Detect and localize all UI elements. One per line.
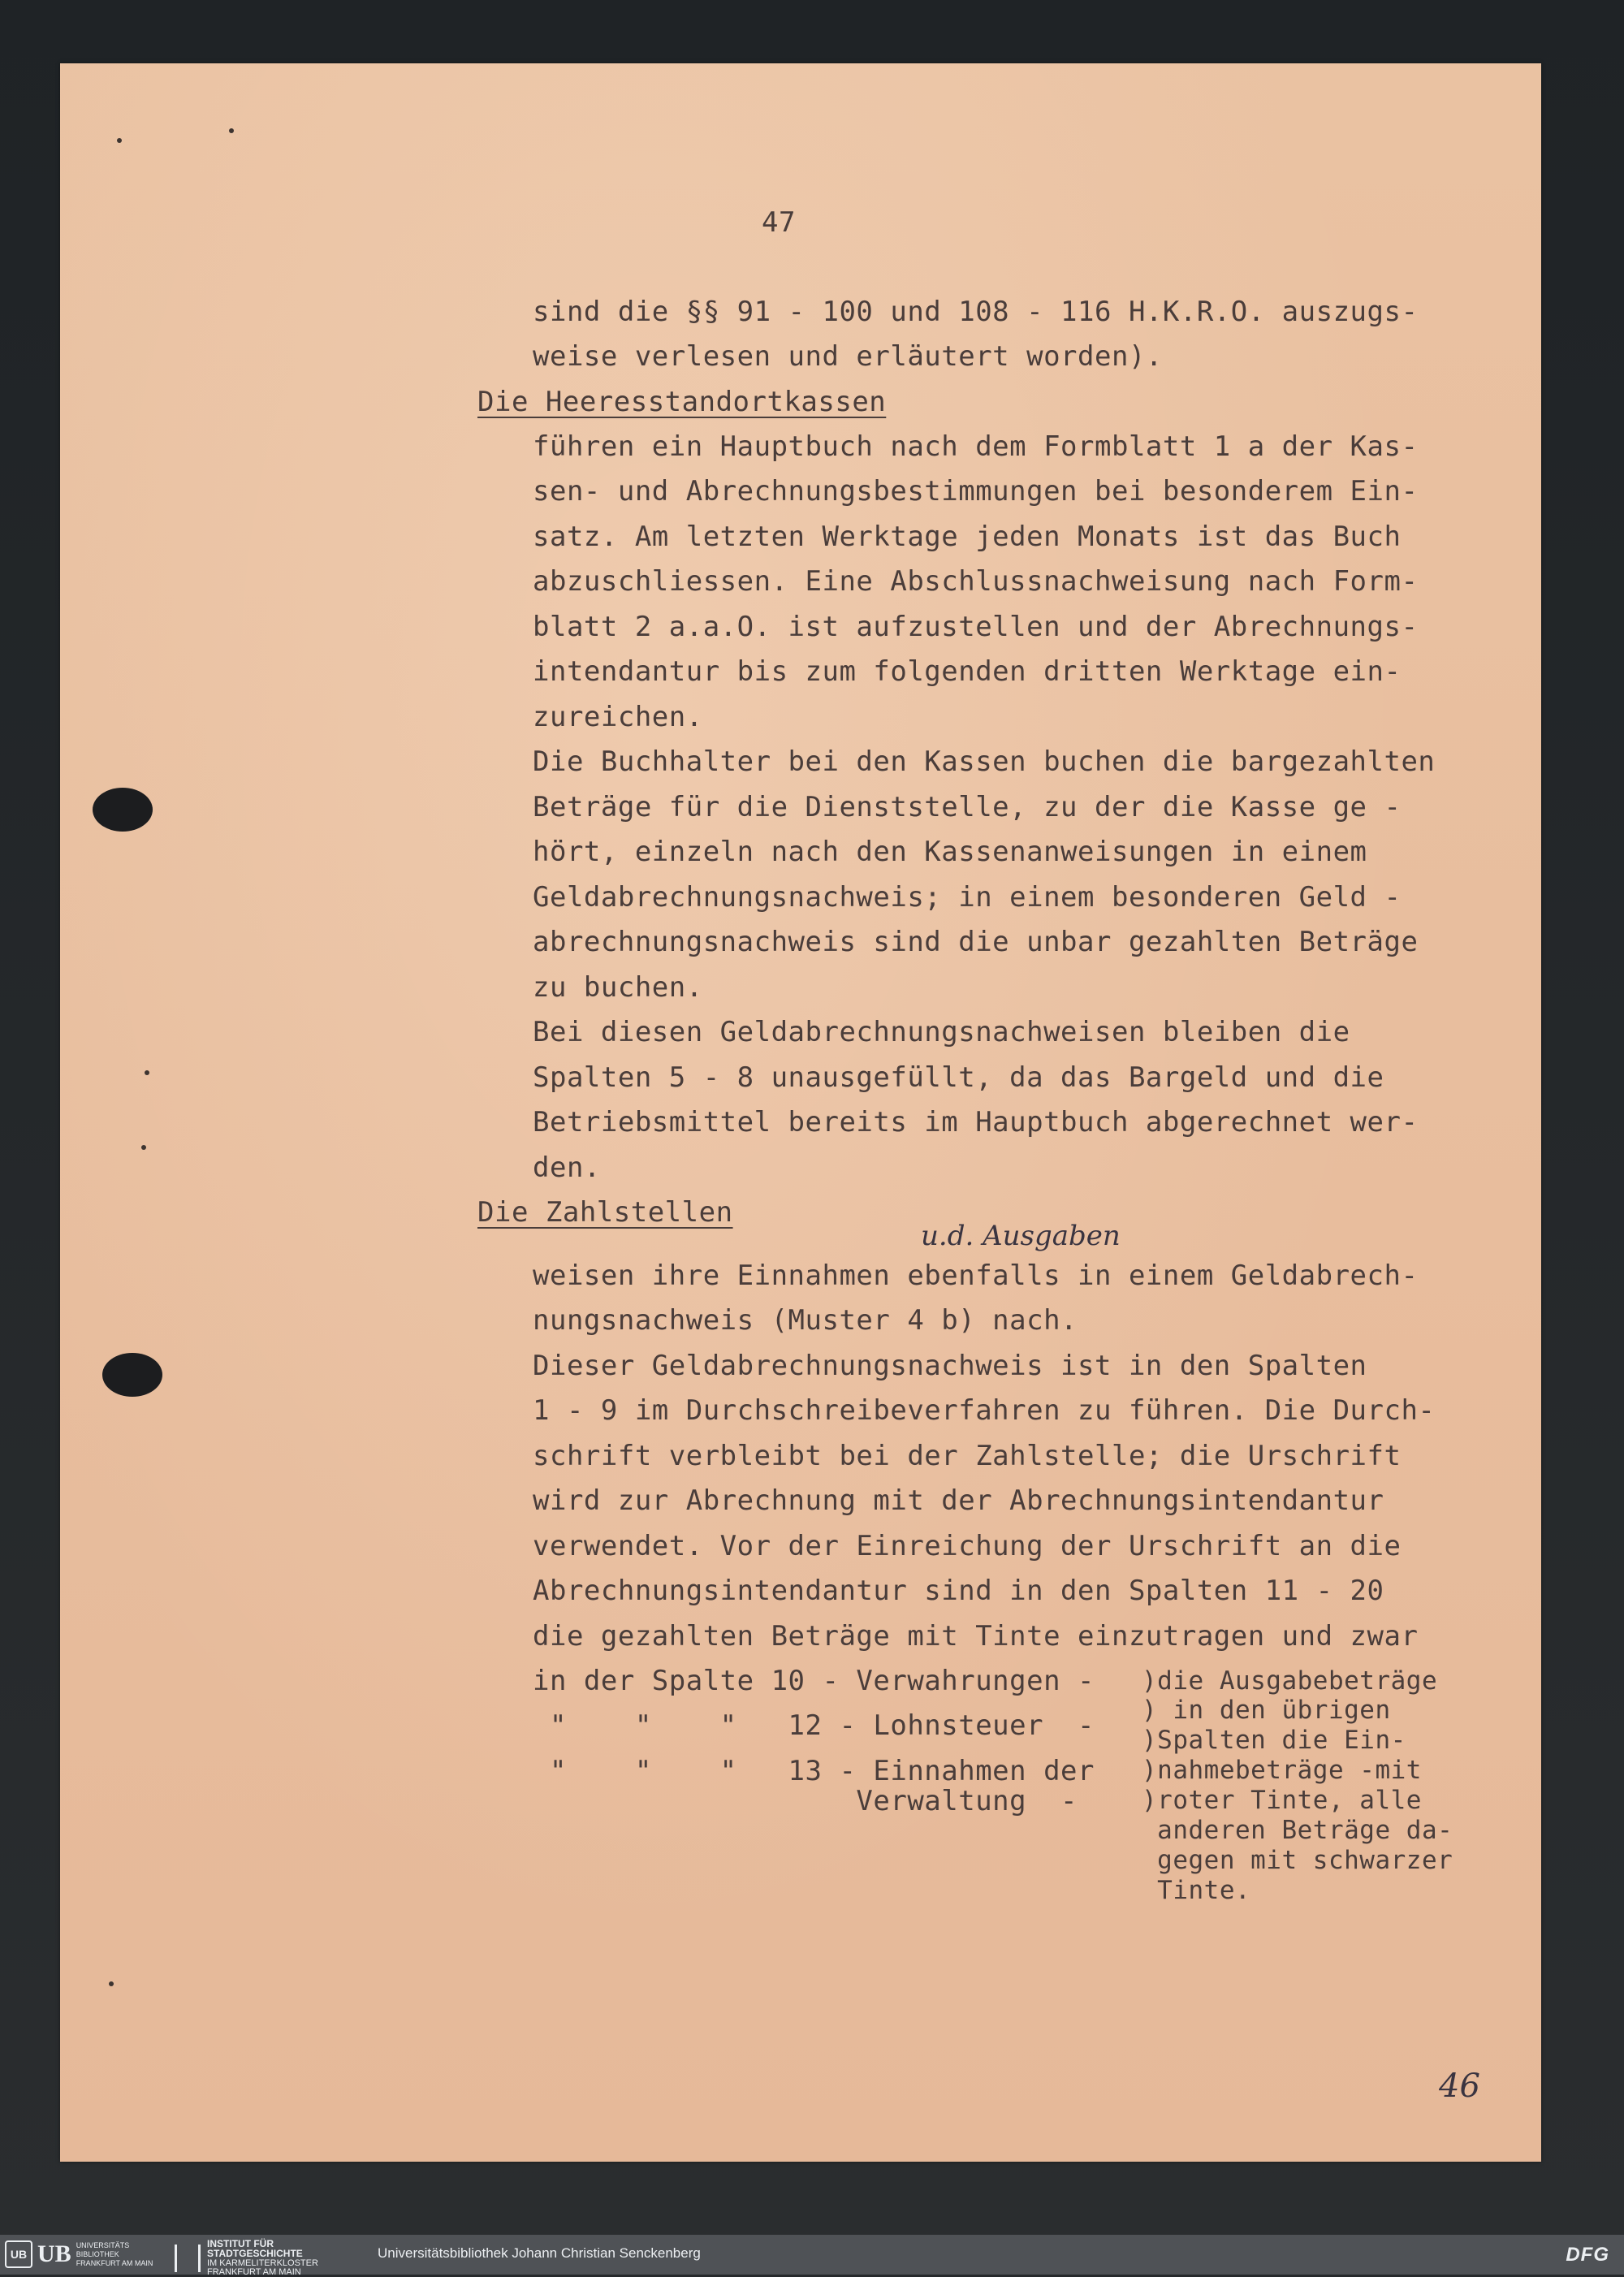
dfg-logo[interactable]: DFG xyxy=(1566,2244,1609,2266)
isg-logo-text xyxy=(207,2240,318,2277)
text-line: die gezahlten Beträge mit Tinte einzutragen und zwar xyxy=(533,1620,1419,1653)
ub-logo[interactable] xyxy=(5,2240,153,2269)
handwritten-insert: u.d. Ausgaben xyxy=(921,1220,1121,1252)
paper-speck xyxy=(109,1981,114,1986)
isg-line: INSTITUT FÜR xyxy=(207,2238,274,2249)
table-line-right: )nahmebeträge -mit xyxy=(1142,1756,1422,1785)
table-line-right: ) in den übrigen xyxy=(1142,1696,1391,1725)
ub-sub-line: BIBLIOTHEK xyxy=(76,2249,119,2258)
text-line: abrechnungsnachweis sind die unbar gezahlten Beträge xyxy=(533,926,1419,958)
table-line-right: Tinte. xyxy=(1142,1876,1251,1905)
text-line: zureichen. xyxy=(533,701,703,733)
table-line-left: " " " 12 - Lohnsteuer - xyxy=(533,1709,1095,1742)
ub-badge-icon: UB xyxy=(5,2240,32,2268)
text-line: weise verlesen und erläutert worden). xyxy=(533,340,1163,373)
paper-speck xyxy=(141,1145,146,1150)
text-line: zu buchen. xyxy=(533,971,703,1004)
paper-speck xyxy=(229,128,234,133)
paper-speck xyxy=(117,138,122,143)
ub-logo-subtitle xyxy=(76,2241,153,2268)
text-line: Spalten 5 - 8 unausgefüllt, da das Bargeld und die xyxy=(533,1061,1384,1094)
viewer-footer xyxy=(0,2235,1624,2275)
table-line-right: gegen mit schwarzer xyxy=(1142,1846,1453,1875)
table-line-right: )Spalten die Ein- xyxy=(1142,1726,1406,1755)
handwritten-page-number: 46 xyxy=(1439,2067,1480,2105)
table-line-left: in der Spalte 10 - Verwahrungen - xyxy=(533,1665,1095,1697)
isg-line: FRANKFURT AM MAIN xyxy=(207,2267,301,2277)
section-heading: Die Heeresstandortkassen xyxy=(477,386,887,418)
ub-logo-text: UB xyxy=(37,2240,71,2267)
table-line-right: anderen Beträge da- xyxy=(1142,1816,1453,1845)
text-line: intendantur bis zum folgenden dritten Werktage ein- xyxy=(533,655,1402,688)
table-line-right: )roter Tinte, alle xyxy=(1142,1786,1422,1815)
table-line-right: )die Ausgabebeträge xyxy=(1142,1666,1438,1696)
text-line: blatt 2 a.a.O. ist aufzustellen und der Abrechnungs- xyxy=(533,611,1419,643)
text-line: den. xyxy=(533,1151,601,1184)
document-page xyxy=(60,63,1541,2162)
text-line: Abrechnungsintendantur sind in den Spalten 11 - 20 xyxy=(533,1575,1384,1607)
isg-line: IM KARMELITERKLOSTER xyxy=(207,2258,318,2268)
text-line: wird zur Abrechnung mit der Abrechnungsintendantur xyxy=(533,1484,1384,1517)
isg-logo[interactable] xyxy=(175,2240,318,2277)
text-line: Betriebsmittel bereits im Hauptbuch abgerechnet wer- xyxy=(533,1106,1419,1138)
punch-hole xyxy=(93,788,153,832)
page-number: 47 xyxy=(762,206,796,239)
punch-hole xyxy=(102,1353,162,1397)
text-line: Beträge für die Dienststelle, zu der die Kasse ge - xyxy=(533,791,1402,823)
text-line: sen- und Abrechnungsbestimmungen bei besonderem Ein- xyxy=(533,475,1419,508)
library-name: Universitätsbibliothek Johann Christian Senckenberg xyxy=(378,2245,701,2261)
text-line: nungsnachweis (Muster 4 b) nach. xyxy=(533,1304,1078,1337)
ub-sub-line: FRANKFURT AM MAIN xyxy=(76,2258,153,2267)
text-line: Dieser Geldabrechnungsnachweis ist in den Spalten xyxy=(533,1350,1367,1382)
text-line: Bei diesen Geldabrechnungsnachweisen bleiben die xyxy=(533,1016,1350,1048)
text-line: Geldabrechnungsnachweis; in einem besonderen Geld - xyxy=(533,881,1402,914)
paper-speck xyxy=(145,1070,149,1075)
text-line: weisen ihre Einnahmen ebenfalls in einem Geldabrech- xyxy=(533,1259,1419,1292)
text-line: verwendet. Vor der Einreichung der Urschrift an die xyxy=(533,1530,1402,1562)
table-line-left: " " " 13 - Einnahmen der xyxy=(533,1755,1095,1787)
text-line: 1 - 9 im Durchschreibeverfahren zu führen. Die Durch- xyxy=(533,1394,1436,1427)
section-heading: Die Zahlstellen xyxy=(477,1196,733,1229)
text-line: schrift verbleibt bei der Zahlstelle; die Urschrift xyxy=(533,1440,1402,1472)
text-line: hört, einzeln nach den Kassenanweisungen in einem xyxy=(533,836,1367,868)
isg-columns-icon xyxy=(175,2245,201,2272)
ub-sub-line: UNIVERSITÄTS xyxy=(76,2240,130,2249)
text-line: Die Buchhalter bei den Kassen buchen die bargezahlten xyxy=(533,745,1436,778)
table-line-left: Verwaltung - xyxy=(533,1785,1078,1817)
text-line: führen ein Hauptbuch nach dem Formblatt 1 a der Kas- xyxy=(533,430,1419,463)
text-line: sind die §§ 91 - 100 und 108 - 116 H.K.R.O. auszugs- xyxy=(533,296,1419,328)
text-line: abzuschliessen. Eine Abschlussnachweisung nach Form- xyxy=(533,565,1419,598)
text-line: satz. Am letzten Werktage jeden Monats ist das Buch xyxy=(533,521,1402,553)
isg-line: STADTGESCHICHTE xyxy=(207,2248,303,2259)
